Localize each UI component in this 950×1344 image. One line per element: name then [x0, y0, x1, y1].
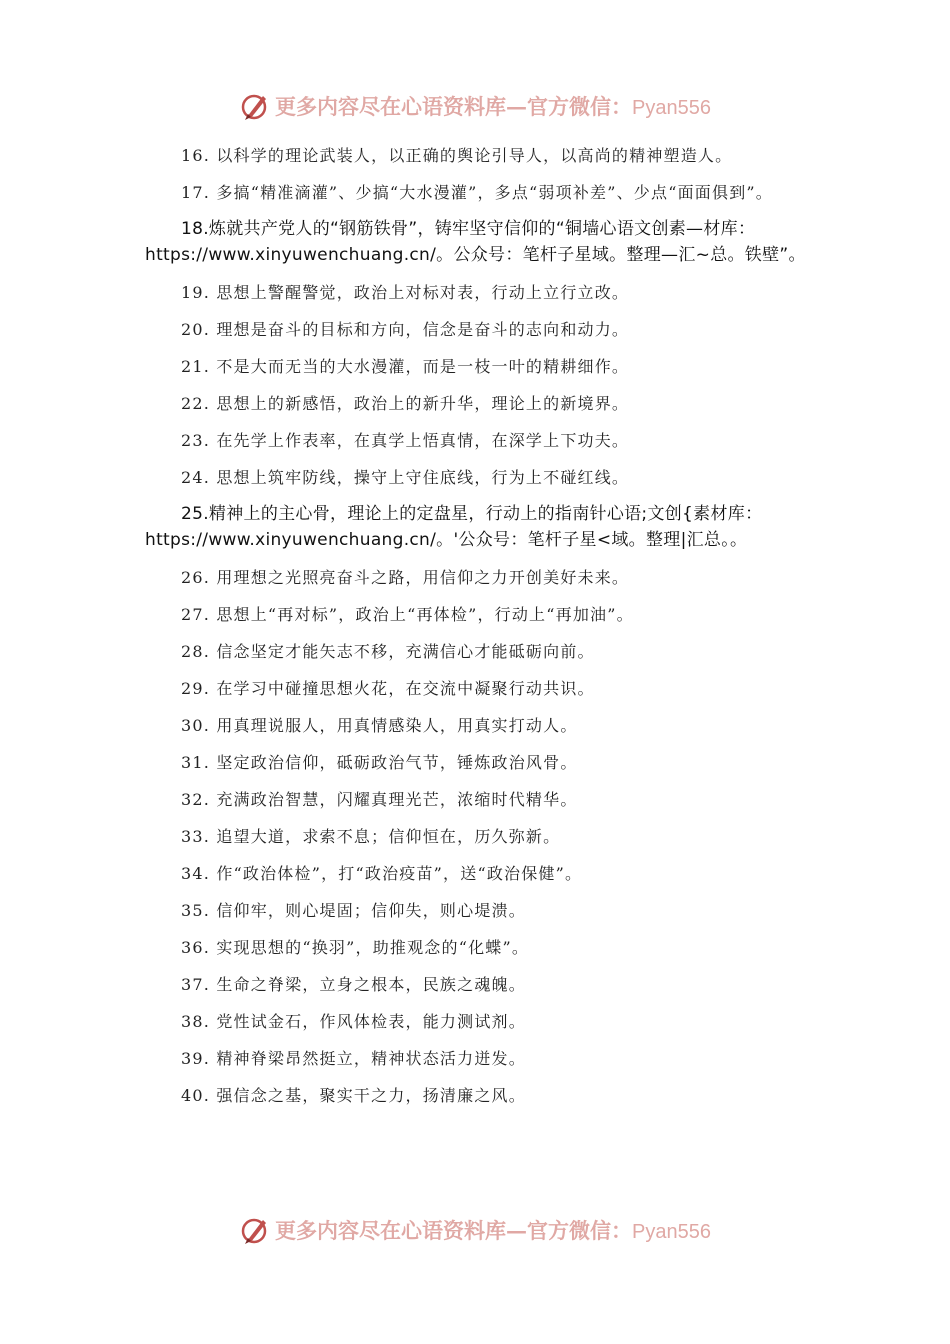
- banner-text-wechat: Pyan556: [632, 1221, 711, 1243]
- list-item: 21. 不是大而无当的大水漫灌，而是一枝一叶的精耕细作。: [181, 357, 630, 376]
- list-item: 36. 实现思想的“换羽”，助推观念的“化蝶”。: [181, 938, 530, 957]
- banner-text-wechat: Pyan556: [632, 97, 711, 119]
- list-item: 27. 思想上“再对标”，政治上“再体检”，行动上“再加油”。: [181, 605, 634, 624]
- document-body: [145, 143, 815, 1120]
- list-item: 25.精神上的主心骨，理论上的定盘星，行动上的指南针心语;文创{素材库：https://www.xinyuwenchuang.cn/。'公众号：笔杆子星<域。整理|汇总。。: [145, 504, 763, 550]
- quill-logo-icon: [239, 1214, 271, 1246]
- banner-text: [275, 91, 711, 121]
- quill-logo-icon: [239, 90, 271, 122]
- list-item: 18.炼就共产党人的“钢筋铁骨”，铸牢坚守信仰的“铜墙心语文创素—材库：https://www.xinyuwenchuang.cn/。公众号：笔杆子星域。整理—汇~总。铁壁”。: [145, 219, 806, 265]
- list-item: 24. 思想上筑牢防线，操守上守住底线，行为上不碰红线。: [181, 468, 630, 487]
- list-item: 39. 精神脊梁昂然挺立，精神状态活力迸发。: [181, 1049, 526, 1068]
- list-item: 26. 用理想之光照亮奋斗之路，用信仰之力开创美好未来。: [181, 568, 630, 587]
- list-item: 23. 在先学上作表率，在真学上悟真情，在深学上下功夫。: [181, 431, 630, 450]
- banner-text-cn: 更多内容尽在心语资料库—官方微信：: [275, 94, 633, 119]
- list-item: 28. 信念坚定才能矢志不移，充满信心才能砥砺向前。: [181, 642, 595, 661]
- list-item: 35. 信仰牢，则心堤固；信仰失，则心堤溃。: [181, 901, 526, 920]
- list-item: 31. 坚定政治信仰，砥砺政治气节，锤炼政治风骨。: [181, 753, 578, 772]
- list-item: 33. 追望大道，求索不息；信仰恒在，历久弥新。: [181, 827, 561, 846]
- list-item: 16. 以科学的理论武装人，以正确的舆论引导人，以高尚的精神塑造人。: [181, 146, 733, 165]
- list-item: 29. 在学习中碰撞思想火花，在交流中凝聚行动共识。: [181, 679, 595, 698]
- list-item: 30. 用真理说服人，用真情感染人，用真实打动人。: [181, 716, 578, 735]
- list-item: 40. 强信念之基，聚实干之力，扬清廉之风。: [181, 1086, 526, 1105]
- list-item: 20. 理想是奋斗的目标和方向，信念是奋斗的志向和动力。: [181, 320, 630, 339]
- list-item: 34. 作“政治体检”，打“政治疫苗”，送“政治保健”。: [181, 864, 583, 883]
- list-item: 17. 多搞“精准滴灌”、少搞“大水漫灌”，多点“弱项补差”、少点“面面俱到”。: [181, 183, 773, 202]
- list-item: 19. 思想上警醒警觉，政治上对标对表，行动上立行立改。: [181, 283, 630, 302]
- banner-text: [275, 1215, 711, 1245]
- banner-text-cn: 更多内容尽在心语资料库—官方微信：: [275, 1218, 633, 1243]
- list-item: 37. 生命之脊梁，立身之根本，民族之魂魄。: [181, 975, 526, 994]
- list-item: 32. 充满政治智慧，闪耀真理光芒，浓缩时代精华。: [181, 790, 578, 809]
- footer-banner: [0, 1210, 950, 1250]
- header-banner: [0, 86, 950, 126]
- list-item: 38. 党性试金石，作风体检表，能力测试剂。: [181, 1012, 526, 1031]
- list-item: 22. 思想上的新感悟，政治上的新升华，理论上的新境界。: [181, 394, 630, 413]
